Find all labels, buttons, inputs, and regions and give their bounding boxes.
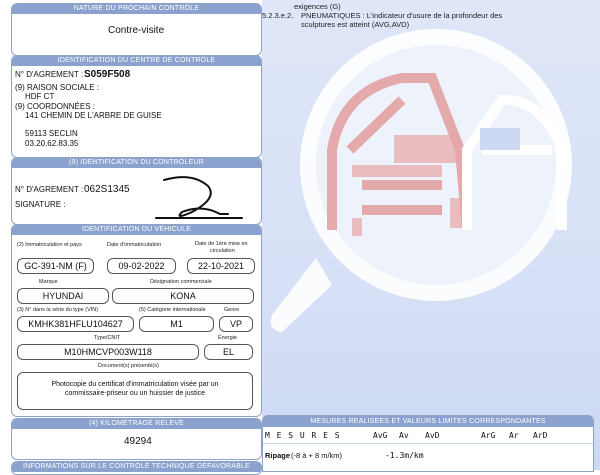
informations-box [11, 461, 262, 475]
date-immat-value: 09-02-2022 [107, 258, 176, 274]
vin-value: KMHK381HFLU104627 [17, 316, 134, 332]
documents-line-2: commissaire-priseur ou un huissier de justice [64, 390, 206, 397]
marque-label: Marque [39, 279, 58, 285]
centre-header: IDENTIFICATION DU CENTRE DE CONTRÔLE [12, 56, 261, 66]
centre-coord-label: (9) COORDONNÉES : [15, 102, 96, 111]
next-control-box [11, 3, 262, 56]
mesures-col-avd: AvD [425, 431, 440, 440]
documents-label: Document(s) présenté(s) [98, 363, 159, 369]
controleur-signature-label: SIGNATURE : [15, 200, 66, 209]
vehicule-box [11, 224, 262, 417]
date-first-label-1: Date de 1ère mise en [195, 241, 248, 247]
ripage-value: -1.3m/km [385, 451, 424, 460]
vehicule-header: IDENTIFICATION DU VÉHICULE [12, 225, 261, 235]
centre-box [11, 55, 262, 158]
date-immat-label: Date d'immatriculation [107, 242, 162, 248]
controleur-signature-icon [152, 174, 252, 220]
defect-line-2: PNEUMATIQUES : L'indicateur d'usure de la profondeur des [301, 11, 503, 20]
mesures-table [262, 415, 594, 472]
centre-phone: 03.20.62.83.35 [25, 139, 79, 148]
centre-raison-value: HDF CT [25, 92, 55, 101]
documents-line-1: Photocopie du certificat d'immatriculation visée par un [51, 381, 219, 388]
immat-value: GC-391-NM (F) [17, 258, 94, 274]
centre-agrement-label: N° D'AGREMENT : [15, 70, 84, 79]
controleur-agrement-value: 062S1345 [84, 184, 130, 195]
kilometrage-value: 49294 [124, 436, 152, 447]
type-value: M10HMCVP003W118 [17, 344, 199, 360]
marque-value: HYUNDAI [17, 288, 109, 304]
ripage-label: Ripage [265, 451, 291, 460]
categorie-label: (5) Catégorie internationale [139, 307, 206, 313]
mesures-col-avg: AvG [373, 431, 388, 440]
magnifier-car-watermark-icon [262, 0, 600, 470]
designation-label: Désignation commerciale [150, 279, 212, 285]
centre-agrement-value: S059F508 [84, 69, 131, 80]
kilometrage-header: (4) KILOMÉTRAGE RELEVÉ [12, 419, 261, 429]
centre-address: 141 CHEMIN DE L'ARBRE DE GUISE [25, 111, 162, 120]
ripage-limit: (-8 à + 8 m/km) [291, 451, 343, 460]
centre-raison-label: (9) RAISON SOCIALE : [15, 83, 100, 92]
controleur-box [11, 157, 262, 225]
documents-box [17, 372, 253, 410]
categorie-value: M1 [139, 316, 214, 332]
centre-city: 59113 SECLIN [25, 129, 78, 138]
controleur-agrement-label: N° D'AGREMENT : [15, 185, 84, 194]
date-first-label-2: circulation [210, 248, 235, 254]
defect-code: 5.2.3.e.2. [262, 11, 294, 20]
date-first-value: 22-10-2021 [187, 258, 255, 274]
mesures-header: MESURES REALISEES ET VALEURS LIMITES CORRESPONDANTES [263, 416, 593, 427]
energie-value: EL [204, 344, 253, 360]
controleur-header: (9) IDENTIFICATION DU CONTRÔLEUR [12, 158, 261, 168]
genre-value: VP [219, 316, 253, 332]
next-control-header: NATURE DU PROCHAIN CONTRÔLE [12, 4, 261, 14]
defect-line-1: exigences (G) [294, 2, 341, 11]
mesures-label: M E S U R E S [265, 431, 341, 440]
mesures-col-arg: ArG [481, 431, 496, 440]
defect-line-3: sculptures est atteint (AVG,AVD) [301, 20, 410, 29]
mesures-col-av: Av [399, 431, 409, 440]
mesures-col-ar: Ar [509, 431, 519, 440]
immat-label: (2) Immatriculation et pays [17, 242, 82, 248]
kilometrage-box [11, 418, 262, 460]
type-label: Type/CNIT [94, 335, 121, 341]
informations-header: INFORMATIONS SUR LE CONTRÔLE TECHNIQUE DÉFAVORABLE [12, 462, 261, 472]
next-control-value: Contre-visite [108, 25, 165, 36]
designation-value: KONA [112, 288, 254, 304]
genre-label: Genre [224, 307, 240, 313]
mesures-col-ard: ArD [533, 431, 548, 440]
vin-label: (3) N° dans la série du type (VIN) [17, 307, 99, 313]
energie-label: Énergie [218, 335, 237, 341]
